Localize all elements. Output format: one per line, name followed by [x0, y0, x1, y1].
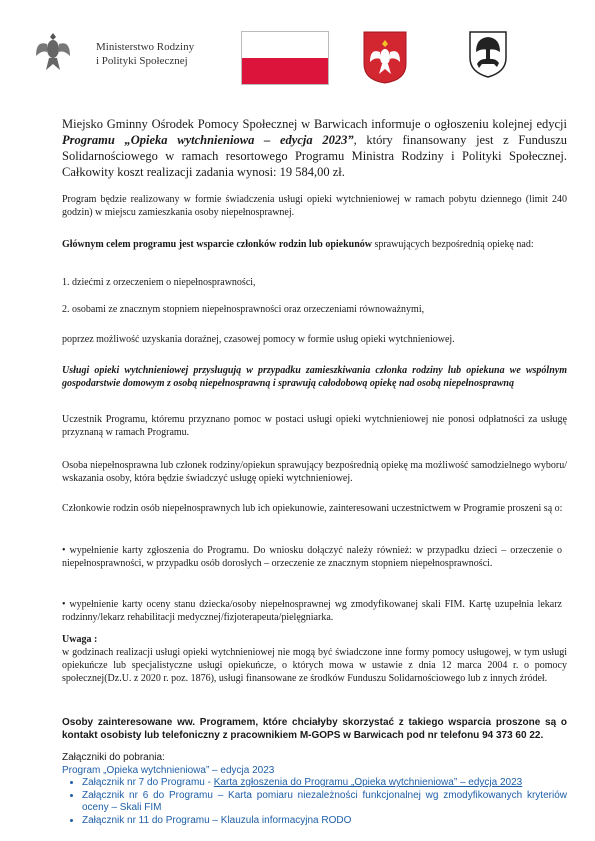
list-item[interactable]	[82, 815, 567, 828]
list-item: • wypełnienie karty oceny stanu dziecka/osoby niepełnosprawnej wg zmodyfikowanej skali FIM. Kartę uzupełnia lekarz rodzinny/lekarz rehabilitacji medycznej/fizjoterapeuta/pielęgniarka.	[62, 599, 562, 623]
eagle-logo-icon	[34, 30, 72, 74]
list-item: 1. dziećmi z orzeczeniem o niepełnosprawności,	[62, 277, 256, 288]
services-paragraph: Usługi opieki wytchnieniowej przysługują w przypadku zamieszkiwania członka rodziny lub opiekuna we wspólnym gospodarstwie domowym z osobą niepełnosprawną i sprawują całodobową opiekę nad osobą niepełnosprawną	[62, 365, 567, 389]
municipal-coat-of-arms-icon	[468, 30, 508, 78]
attachment-6-link[interactable]: Załącznik nr 6 do Programu – Karta pomiaru niezależności funkcjonalnej wg zmodyfikowanych kryteriów oceny – Skali FIM	[82, 789, 567, 813]
via-paragraph: poprzez możliwość uzyskania doraźnej, czasowej pomocy w formie usług opieki wytchnieniowej.	[62, 334, 455, 345]
goal-rest: sprawujących bezpośrednią opiekę nad:	[372, 239, 534, 250]
polish-emblem-icon	[362, 30, 408, 84]
ministry-line-1: Ministerstwo Rodziny	[96, 41, 195, 53]
contact-paragraph: Osoby zainteresowane ww. Programem, które chciałyby skorzystać z takiego wsparcia proszone są o kontakt osobisty lub telefoniczny z pracownikiem M-GOPS w Barwicach pod nr telefonu 94 373 60 22.	[62, 717, 567, 741]
attachments-list	[62, 777, 567, 827]
list-item: • wypełnienie karty zgłoszenia do Programu. Do wniosku dołączyć należy również: w przypadku dzieci – orzeczenie o niepełnosprawności, w przypadku osób dorosłych – orzeczenie ze znacznym stopniem niepełnosprawności.	[62, 545, 562, 569]
attachment-7-link[interactable]: Karta zgłoszenia do Programu „Opieka wytchnieniowa” – edycja 2023	[213, 777, 523, 788]
list-item[interactable]	[82, 790, 567, 815]
note-title: Uwaga :	[62, 634, 98, 645]
attachment-11-link[interactable]: Załącznik nr 11 do Programu – Klauzula informacyjna RODO	[82, 814, 352, 826]
attachment-7-prefix: Załącznik nr 7 do Programu -	[82, 777, 214, 788]
program-link[interactable]: Program „Opieka wytchnieniowa” – edycja 2023	[62, 764, 275, 776]
note-paragraph: w godzinach realizacji usługi opieki wytchnieniowej nie mogą być świadczone inne formy pomocy usługowej, w tym usługi opiekuńcze lub specjalistyczne usługi opiekuńcze, o których mowa w ustawie z dnia 12 marca 2004 r. o pomocy społecznej(Dz.U. z 2020 r. poz. 1876), usługi finansowane ze środków Funduszu Solidarnościowego lub z innych źródeł.	[62, 647, 567, 684]
attachments-heading: Załączniki do pobrania:	[62, 752, 165, 763]
program-name: Programu „Opieka wytchnieniowa – edycja 2023”	[62, 133, 354, 147]
ministry-line-2: i Polityki Społecznej	[96, 55, 188, 67]
intro-text-1: Miejsko Gminny Ośrodek Pomocy Społecznej w Barwicach informuje o ogłoszeniu kolejnej edycji	[62, 117, 567, 131]
intro-text-2: , który finansowany jest z Funduszu Solidarnościowego w ramach resortowego Programu Ministra Rodziny i Polityki Społecznej. Całkowity koszt realizacji zadania wynosi: 19 584,00 zł.	[62, 133, 567, 179]
goal-paragraph	[62, 238, 567, 251]
list-item	[82, 777, 567, 790]
attachments-section	[62, 752, 567, 827]
ministry-name	[96, 40, 194, 68]
intro-paragraph	[62, 116, 567, 180]
list-item: 2. osobami ze znacznym stopniem niepełnosprawności oraz orzeczeniami równoważnymi,	[62, 304, 425, 315]
members-paragraph: Członkowie rodzin osób niepełnosprawnych lub ich opiekunowie, zainteresowani uczestnictwem w Programie proszeni są o:	[62, 503, 563, 514]
program-form-paragraph: Program będzie realizowany w formie świadczenia usługi opieki wytchnieniowej w ramach pobytu dziennego (limit 240 godzin) w miejscu zamieszkania osoby niepełnosprawnej.	[62, 194, 567, 218]
polish-flag-icon	[241, 31, 329, 85]
person-paragraph: Osoba niepełnosprawna lub członek rodziny/opiekun sprawujący bezpośrednią opiekę ma możliwość samodzielnego wyboru/ wskazania osoby, która będzie świadczyć usługę opieki wytchnieniowej.	[62, 460, 567, 484]
participant-paragraph: Uczestnik Programu, któremu przyznano pomoc w postaci usługi opieki wytchnieniowej nie ponosi odpłatności za usługę przyznaną w ramach Programu.	[62, 414, 567, 438]
goal-bold: Głównym celem programu jest wsparcie członków rodzin lub opiekunów	[62, 239, 373, 250]
